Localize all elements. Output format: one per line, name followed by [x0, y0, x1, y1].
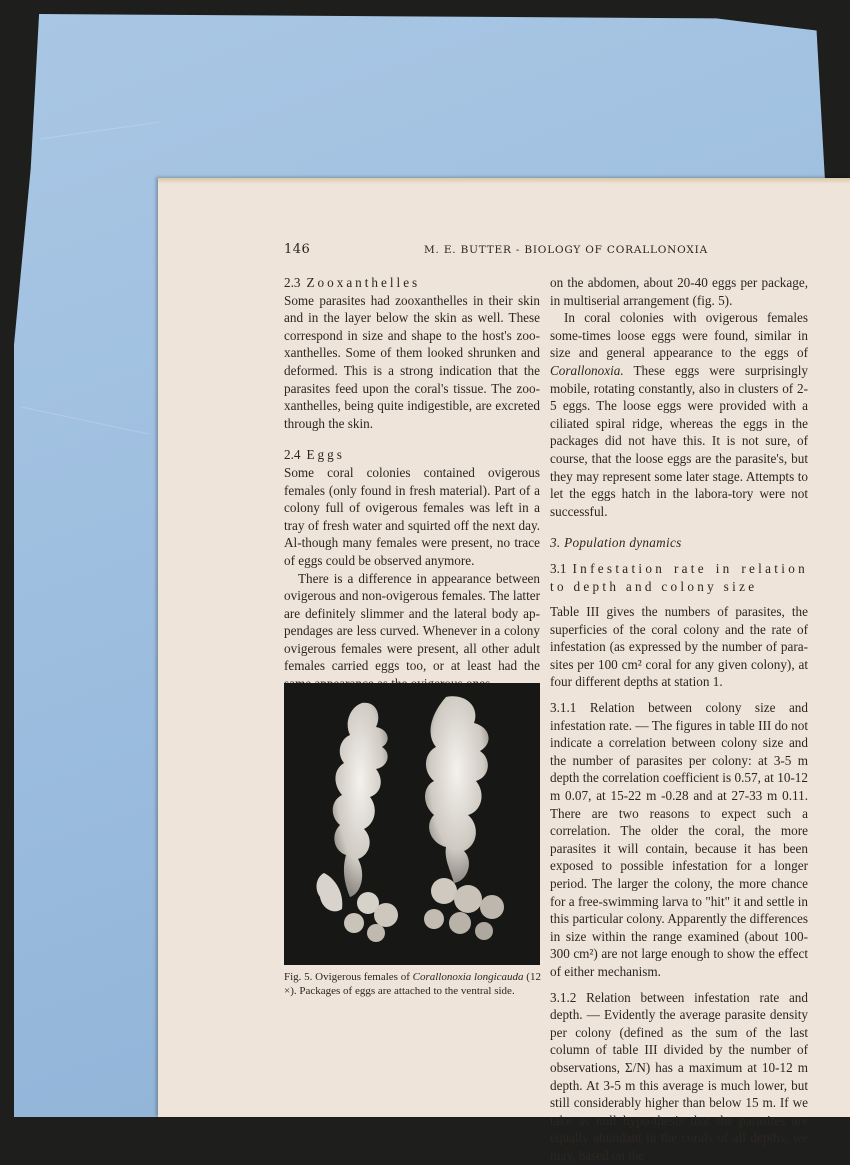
page-number: 146 [284, 242, 311, 257]
section-heading-3-1: 3.1 Infestation rate in relation to depth and colony size [550, 560, 808, 594]
section-heading-2-3: 2.3 Zooxanthelles [284, 275, 421, 290]
figure-photo [284, 683, 540, 965]
ovigerous-females-photo [284, 683, 540, 965]
section-heading-3: 3. Population dynamics [550, 535, 682, 551]
book-page [158, 178, 850, 1163]
paragraph: 3.1.1 Relation between colony size and infestation rate. — The figures in table III do not indicate a correlation between colony size and the number of parasites per colony: at 3-5 m depth the correlation coefficient is 0.57, at 10-12 m 0.07, at 15-22 m -0.28 and at 27-33 m 0.11. There are two reasons to expect such a correlation. The older the coral, the more parasites it will contain, because it has been exposed to possible infestation for a longer period. The larger the colony, the more chance for a free-swimming larva to "hit" it and settle in this particular colony. Apparently the differences in size within the range examined (about 100-300 cm²) are not large enough to show the effect of either mechanism. [550, 700, 808, 979]
section-heading-2-4: 2.4 Eggs [284, 447, 345, 463]
paragraph: In coral colonies with ovigerous females some-times loose eggs were found, similar in size and general appearance to the eggs of Corallonoxia. These eggs were surprisingly mobile, rotating constantly, also in clusters of 2-5 eggs. The loose eggs were provided with a ciliated spiral ridge, whereas the eggs in the packages did not have this. It is not sure, of course, that the loose eggs are the parasite's, but they may represent some later stage. Attempts to let the eggs hatch in the labora-tory were not successful. [550, 310, 808, 519]
paragraph: 3.1.2 Relation between infestation rate and depth. — Evidently the average parasite density per colony (defined as the sum of the last column of table III divided by the number of observations, Σ/N) has a maximum at 10-12 m depth. At 3-5 m this average is much lower, but still considerably higher than below 15 m. If we take as null hypo-thesis that the parasites are equally abundant in the corals of all depths, we may, based on the [550, 989, 808, 1163]
paragraph: on the abdomen, about 20-40 eggs per package, in multiserial arrangement (fig. 5). [550, 275, 808, 308]
paragraph: Some coral colonies contained ovigerous females (only found in fresh material). Part of a colony full of ovigerous females was left in a tray of fresh water and squirted off the next day. Al-though many females were present, no trace of eggs could be observed anymore. [284, 464, 540, 568]
left-column [284, 274, 540, 745]
figure-caption: Fig. 5. Ovigerous females of Corallonoxia longicauda (12 ×). Packages of eggs are attached to the ventral side. [284, 971, 541, 997]
paragraph: Some parasites had zooxanthelles in their skin and in the layer below the skin as well. These correspond in size and shape to the host's zoo-xanthelles. Some of them looked shrunken and deformed. This is a strong indication that the parasites feed upon the coral's tissue. The zoo-xanthelles, being quite indigestible, are excreted through the skin. [284, 292, 540, 431]
page-top-edge [158, 178, 850, 184]
paragraph: There is a difference in appearance between ovigerous and non-ovigerous females. The latter are definitely slimmer and the lateral body ap-pendages are less curved. Whenever in a colony ovigerous females were present, all other adult females carried eggs too, or at least had the [284, 570, 540, 674]
paragraph: Table III gives the numbers of parasites, the superficies of the coral colony and the rate of infestation (as expressed by the number of para-sites per 100 cm² coral for any given colony), at four different depths at station 1. [550, 604, 808, 690]
right-column [550, 274, 808, 1165]
running-title: M. E. BUTTER - BIOLOGY OF CORALLONOXIA [424, 244, 708, 256]
